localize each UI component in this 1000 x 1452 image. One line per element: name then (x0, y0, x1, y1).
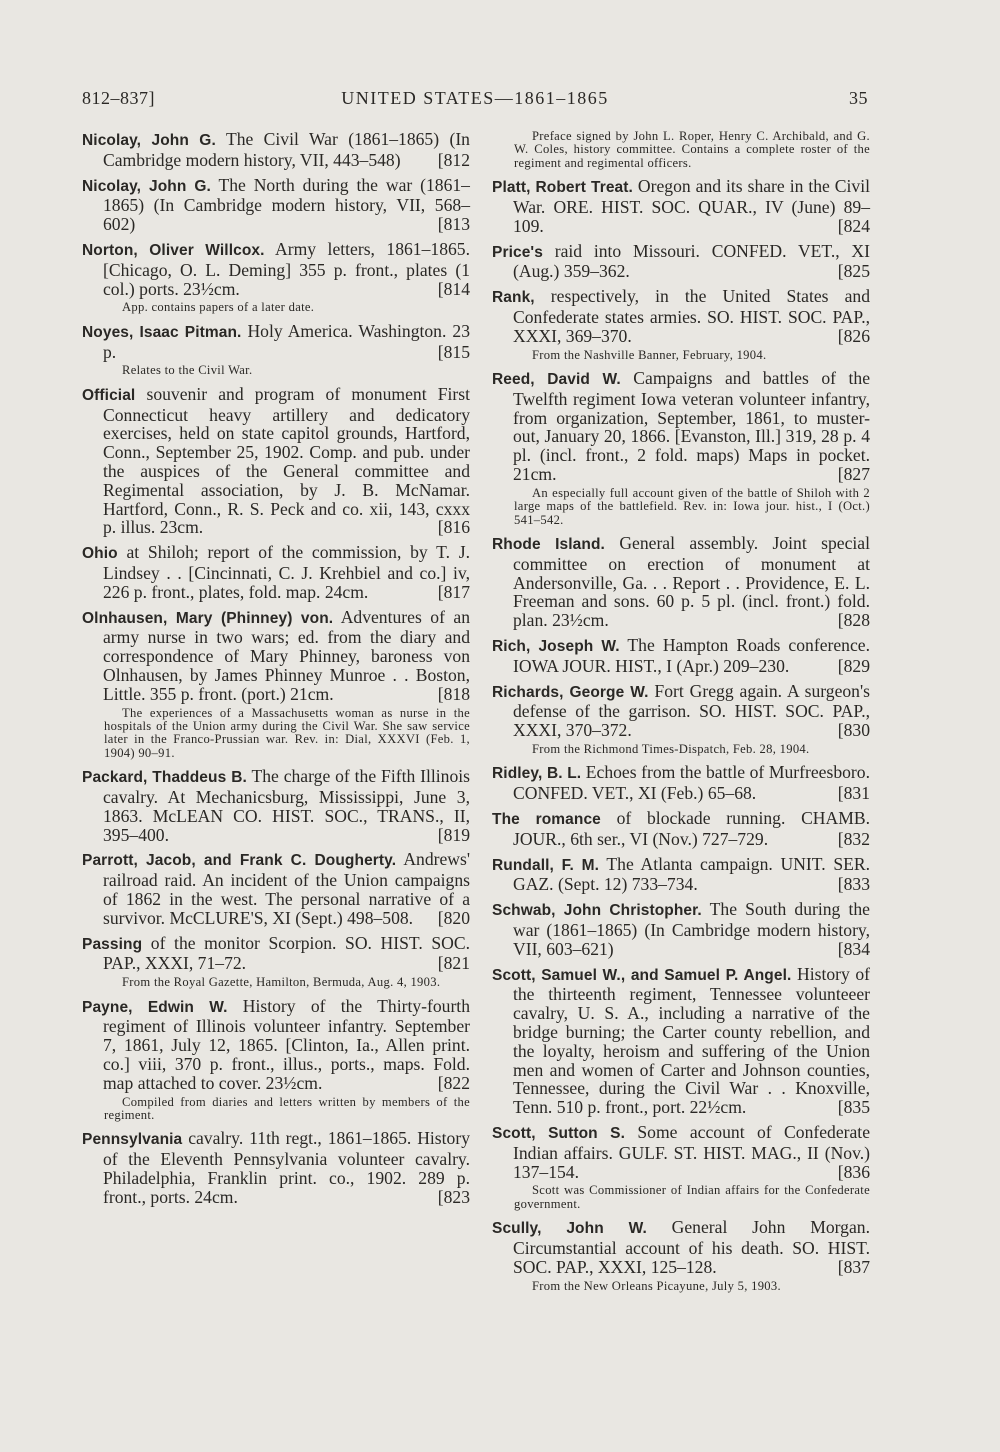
entry-number: [833 (837, 874, 870, 895)
entry-number: [814 (437, 278, 470, 299)
entry-text: General John Morgan. Circumstantial account of his death. SO. HIST. SOC. PAP., XXXI, 125–128. (513, 1217, 870, 1277)
bibliography-entry (492, 369, 870, 484)
running-header (82, 88, 868, 116)
entry-number: [837 (837, 1256, 870, 1277)
entry-note: Compiled from diaries and letters written by members of the regiment. (104, 1094, 470, 1122)
entry-text: The North during the war (1861–1865) (In Cambridge modern history, VII, 568–602) (103, 174, 470, 235)
entry-text: Campaigns and battles of the Twelfth regiment Iowa veteran volunteer infantry, from organization, September, 1861, to muster-out, January 20, 1866. [Evanston, Ill.] 319, 28 p. 4 pl. (incl. front., 2 fold. maps) Maps in pocket. 21cm. (513, 368, 871, 484)
entry-text: The South during the war (1861–1865) (In Cambridge modern history, VII, 603–621) (513, 899, 870, 959)
bibliography-entry (82, 608, 470, 704)
entry-text: The charge of the Fifth Illinois cavalry. At Mechanicsburg, Mississippi, June 3, 1863. McLEAN CO. HIST. SOC., TRANS., II, 395–400. (103, 766, 470, 845)
entry-number: [816 (437, 517, 470, 538)
entry-text: Fort Gregg again. A surgeon's defense of the garrison. SO. HIST. SOC. PAP., XXXI, 370–372. (513, 680, 870, 741)
entry-text: cavalry. 11th regt., 1861–1865. History of the Eleventh Pennsylvania volunteer cavalry. Philadelphia, Franklin print. co., 1902. 289 p. front., ports. 24cm. (103, 1128, 470, 1207)
entry-note: From the Richmond Times-Dispatch, Feb. 28, 1904. (532, 741, 810, 756)
entry-text: The Atlanta campaign. UNIT. SER. GAZ. (Sept. 12) 733–734. (513, 853, 870, 895)
entry-number: [832 (837, 828, 870, 849)
bibliography-entry (82, 322, 470, 362)
entry-text: at Shiloh; report of the commission, by T. J. Lindsey . . [Cincinnati, C. J. Krehbiel and co.] iv, 226 p. front., plates, fold. map. 24cm. (103, 542, 470, 602)
entry-text: respectively, in the United States and Confederate states armies. SO. HIST. SOC. PAP., XXXI, 369–370. (513, 286, 870, 346)
entry-heading: Pennsylvania (82, 1131, 183, 1149)
bibliography-entry (82, 767, 470, 844)
entry-heading: Rhode Island. (492, 536, 605, 553)
entry-heading: Ohio (82, 545, 118, 563)
entry-number: [829 (837, 655, 870, 676)
entry-heading: Passing (82, 935, 143, 953)
entry-text: of the monitor Scorpion. SO. HIST. SOC. PAP., XXXI, 71–72. (103, 932, 470, 974)
entry-number: [812 (437, 149, 470, 170)
entry-heading: Norton, Oliver Willcox. (82, 241, 265, 259)
entry-text: The Hampton Roads conference. IOWA JOUR. HIST., I (Apr.) 209–230. (513, 634, 870, 676)
entry-number: [835 (837, 1097, 870, 1118)
bibliography-entry (82, 543, 470, 601)
bibliography-entry (82, 850, 470, 927)
entry-number: [819 (437, 824, 470, 845)
bibliography-entry (492, 177, 870, 235)
entry-range: 812–837] (82, 88, 155, 108)
entry-number: [817 (437, 581, 470, 602)
entry-number: [828 (837, 610, 870, 631)
entry-note: From the Royal Gazette, Hamilton, Bermuda, Aug. 4, 1903. (122, 975, 441, 990)
entry-heading: Packard, Thaddeus B. (82, 769, 247, 787)
entry-heading: Richards, George W. (492, 683, 649, 701)
entry-text: souvenir and program of monument First Connecticut heavy artillery and dedicatory exercises, held on state capitol grounds, Hartford, Conn., September 25, 1902. Comp. and pub. under the auspices of the General committee and Regimental association, by J. B. McNamar. Hartford, Conn., R. S. Peck and co. xii, 143, cxxx p. illus. 23cm. (103, 383, 470, 538)
section-title: UNITED STATES—1861–1865 (341, 88, 609, 108)
entry-note: The experiences of a Massachusetts woman as nurse in the hospitals of the Union army during the Civil War. She saw service later in the Franco-Prussian war. Rev. in: Dial, XXXVI (Feb. 1, 1904) 90–91. (104, 705, 470, 760)
bibliography-entry (82, 176, 470, 234)
entry-text: History of the Thirty-fourth regiment of Illinois volunteer infantry. September 7, 1861, July 12, 1865. [Clinton, Ia., Allen print. co.] viii, 370 p. front., illus., ports., maps. Fold. map attached to cover. 23½cm. (103, 995, 470, 1093)
entry-text: The Civil War (1861–1865) (In Cambridge modern history, VII, 443–548) (103, 129, 470, 170)
entry-heading: Parrott, Jacob, and Frank C. Dougherty. (82, 852, 397, 870)
entry-heading: Reed, David W. (492, 371, 621, 388)
entry-number: [830 (837, 720, 870, 741)
entry-text: General assembly. Joint special committee on erection of monument at Andersonville, Ga. . . Report . . Providence, E. L. Freeman and sons. 60 p. 5 pl. (incl. front.) fold. plan. 23½cm. (513, 533, 870, 631)
entry-heading: Payne, Edwin W. (82, 998, 228, 1016)
bibliography-entry (82, 997, 470, 1093)
entry-heading: Platt, Robert Treat. (492, 179, 633, 197)
entry-text: History of the thirteenth regiment, Tennessee volunteeer cavalry, U. S. A., including a narrative of the bridge burning; the Carter county rebellion, and the loyalty, heroism and suffering of the Union men and women of Carter and Johnson counties, Tennessee, during the Civil War . . Knoxville, Tenn. 510 p. front., port. 22½cm. (513, 963, 871, 1118)
bibliography-entry (82, 1129, 470, 1206)
right-column (492, 130, 870, 1300)
entry-number: [822 (437, 1072, 470, 1093)
bibliography-entry (492, 636, 870, 676)
entry-text: of blockade running. CHAMB. JOUR., 6th ser., VI (Nov.) 727–729. (513, 807, 870, 849)
entry-text: Holy America. Washington. 23 p. (103, 320, 470, 362)
entry-number: [823 (437, 1186, 470, 1207)
entry-note: From the Nashville Banner, February, 1904. (532, 347, 767, 362)
entry-number: [826 (837, 325, 870, 346)
left-column (82, 130, 470, 1213)
bibliography-entry (82, 240, 470, 298)
bibliography-entry (492, 965, 870, 1117)
entry-number: [834 (837, 938, 870, 959)
entry-number: [836 (837, 1161, 870, 1182)
entry-number: [824 (837, 215, 870, 236)
entry-text: Oregon and its share in the Civil War. ORE. HIST. SOC. QUAR., IV (June) 89–109. (513, 176, 871, 236)
entry-text: Andrews' railroad raid. An incident of the Union campaigns of 1862 in the west. The personal narrative of a survivor. McCLURE'S, XI (Sept.) 498–508. (103, 849, 471, 928)
bibliography-entry (492, 534, 870, 630)
bibliography-entry (82, 934, 470, 974)
entry-number: [813 (437, 214, 470, 235)
entry-heading: Nicolay, John G. (82, 132, 216, 149)
entry-heading: Scott, Sutton S. (492, 1124, 625, 1142)
bibliography-entry (492, 763, 870, 803)
entry-number: [815 (437, 341, 470, 362)
entry-heading: Rundall, F. M. (492, 856, 600, 874)
entry-heading: Rich, Joseph W. (492, 637, 620, 655)
entry-heading: Scott, Samuel W., and Samuel P. Angel. (492, 966, 792, 984)
entry-heading: Schwab, John Christopher. (492, 902, 702, 920)
page-number: 35 (849, 88, 868, 108)
right-column-entries (492, 177, 870, 1293)
bibliography-entry (492, 242, 870, 282)
entry-number: [831 (837, 783, 870, 804)
entry-heading: Scully, John W. (492, 1220, 647, 1238)
bibliography-entry (492, 682, 870, 740)
entry-heading: Ridley, B. L. (492, 765, 582, 783)
entry-text: Adventures of an army nurse in two wars; ed. from the diary and correspondence of Mary Phinney, baroness von Olnhausen, by James Phinney Munroe . . Boston, Little. 355 p. front. (port.) 21cm. (103, 606, 471, 704)
entry-number: [818 (437, 683, 470, 704)
preface-note: Preface signed by John L. Roper, Henry C. Archibald, and G. W. Coles, history committee. Contains a complete roster of the regiment and regimental officers. (514, 129, 870, 170)
entry-heading: Price's (492, 243, 543, 261)
bibliography-entry (492, 809, 870, 849)
entry-heading: Noyes, Isaac Pitman. (82, 323, 242, 341)
entry-text: Army letters, 1861–1865. [Chicago, O. L. Deming] 355 p. front., plates (1 col.) ports. 23½cm. (103, 238, 470, 299)
bibliography-entry (82, 385, 470, 537)
entry-note: An especially full account given of the battle of Shiloh with 2 large maps of the battlefield. Rev. in: Iowa jour. hist., I (Oct.) 541–542. (514, 485, 870, 527)
entry-heading: The romance (492, 810, 601, 828)
entry-text: Some account of Confederate Indian affairs. GULF. ST. HIST. MAG., II (Nov.) 137–154. (513, 1121, 871, 1182)
bibliography-entry (492, 855, 870, 895)
entry-note: From the New Orleans Picayune, July 5, 1903. (532, 1278, 781, 1293)
bibliography-entry (492, 1218, 870, 1276)
bibliography-entry (492, 287, 870, 345)
entry-heading: Nicolay, John G. (82, 177, 211, 195)
entry-text: raid into Missouri. CONFED. VET., XI (Aug.) 359–362. (513, 240, 870, 282)
bibliography-entry (492, 1123, 870, 1181)
entry-number: [820 (437, 907, 470, 928)
entry-heading: Rank, (492, 289, 535, 307)
bibliography-entry (82, 130, 470, 170)
entry-heading: Olnhausen, Mary (Phinney) von. (82, 609, 334, 627)
entry-note: App. contains papers of a later date. (122, 300, 315, 315)
entry-note: Scott was Commissioner of Indian affairs for the Confederate government. (514, 1183, 870, 1211)
entry-text: Echoes from the battle of Murfreesboro. CONFED. VET., XI (Feb.) 65–68. (513, 762, 870, 804)
bibliography-entry (492, 900, 870, 958)
entry-note: Relates to the Civil War. (122, 363, 253, 378)
entry-heading: Official (82, 386, 136, 404)
entry-number: [821 (437, 953, 470, 974)
entry-number: [825 (837, 261, 870, 282)
entry-number: [827 (837, 463, 870, 484)
